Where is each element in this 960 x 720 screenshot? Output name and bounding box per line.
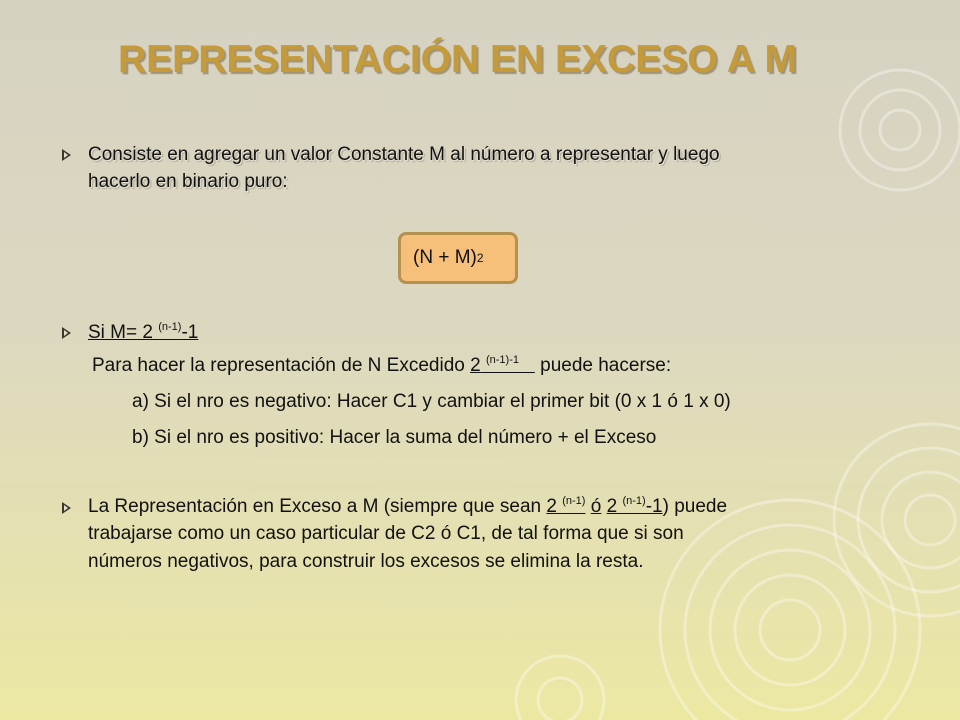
bullet3-line3: números negativos, para construir los excesos se elimina la resta. bbox=[88, 551, 644, 572]
bullet2-label: Si M= 2 bbox=[88, 322, 153, 343]
option-b: b) Si el nro es positivo: Hacer la suma del número + el Exceso bbox=[132, 427, 657, 448]
bullet2-tail: -1 bbox=[181, 322, 199, 343]
paragraph-before: Para hacer la representación de N Excedido bbox=[92, 355, 465, 376]
paragraph-term-exponent: (n-1)-1 bbox=[485, 354, 519, 366]
bullet3-term2-base: 2 bbox=[606, 496, 618, 517]
bullet-arrow-icon bbox=[62, 149, 71, 161]
option-a: a) Si el nro es negativo: Hacer C1 y cambiar el primer bit (0 x 1 ó 1 x 0) bbox=[132, 391, 731, 412]
bullet3-term1-base: 2 bbox=[546, 496, 557, 517]
paragraph-term bbox=[470, 355, 535, 376]
paragraph-after: puede hacerse: bbox=[540, 355, 672, 376]
bullet3-term2 bbox=[607, 496, 663, 517]
bullet1-line1: Consiste en agregar un valor Constante M al número a representar y luego bbox=[88, 144, 720, 165]
bullet3-mid: ó bbox=[590, 496, 602, 517]
paragraph-term-base: 2 bbox=[470, 355, 481, 376]
bullet-arrow-icon bbox=[62, 327, 71, 339]
bullet1-line2: hacerlo en binario puro: bbox=[88, 171, 288, 192]
bullet3-after: ) puede bbox=[662, 496, 728, 517]
bullet3-before: La Representación en Exceso a M (siempre que sean bbox=[88, 496, 542, 517]
bullet-arrow-icon bbox=[62, 502, 71, 514]
bullet2-exponent: (n-1) bbox=[158, 321, 182, 333]
slide-title: REPRESENTACIÓN EN EXCESO A M bbox=[118, 38, 797, 81]
bullet3-term1-exponent: (n-1) bbox=[562, 495, 586, 507]
bullet3-term2-exponent: (n-1) bbox=[622, 495, 646, 507]
bullet3-term1 bbox=[546, 496, 585, 517]
paragraph-line bbox=[92, 356, 671, 375]
formula-box: (N + M) 2 bbox=[398, 232, 518, 284]
formula-text: (N + M) bbox=[413, 247, 477, 268]
bullet3-line2: trabajarse como un caso particular de C2 ó C1, de tal forma que si son bbox=[88, 523, 684, 544]
bullet3-term2-tail: -1 bbox=[645, 496, 663, 517]
bullet3-line1 bbox=[88, 497, 727, 516]
bullet2-text bbox=[88, 323, 198, 342]
